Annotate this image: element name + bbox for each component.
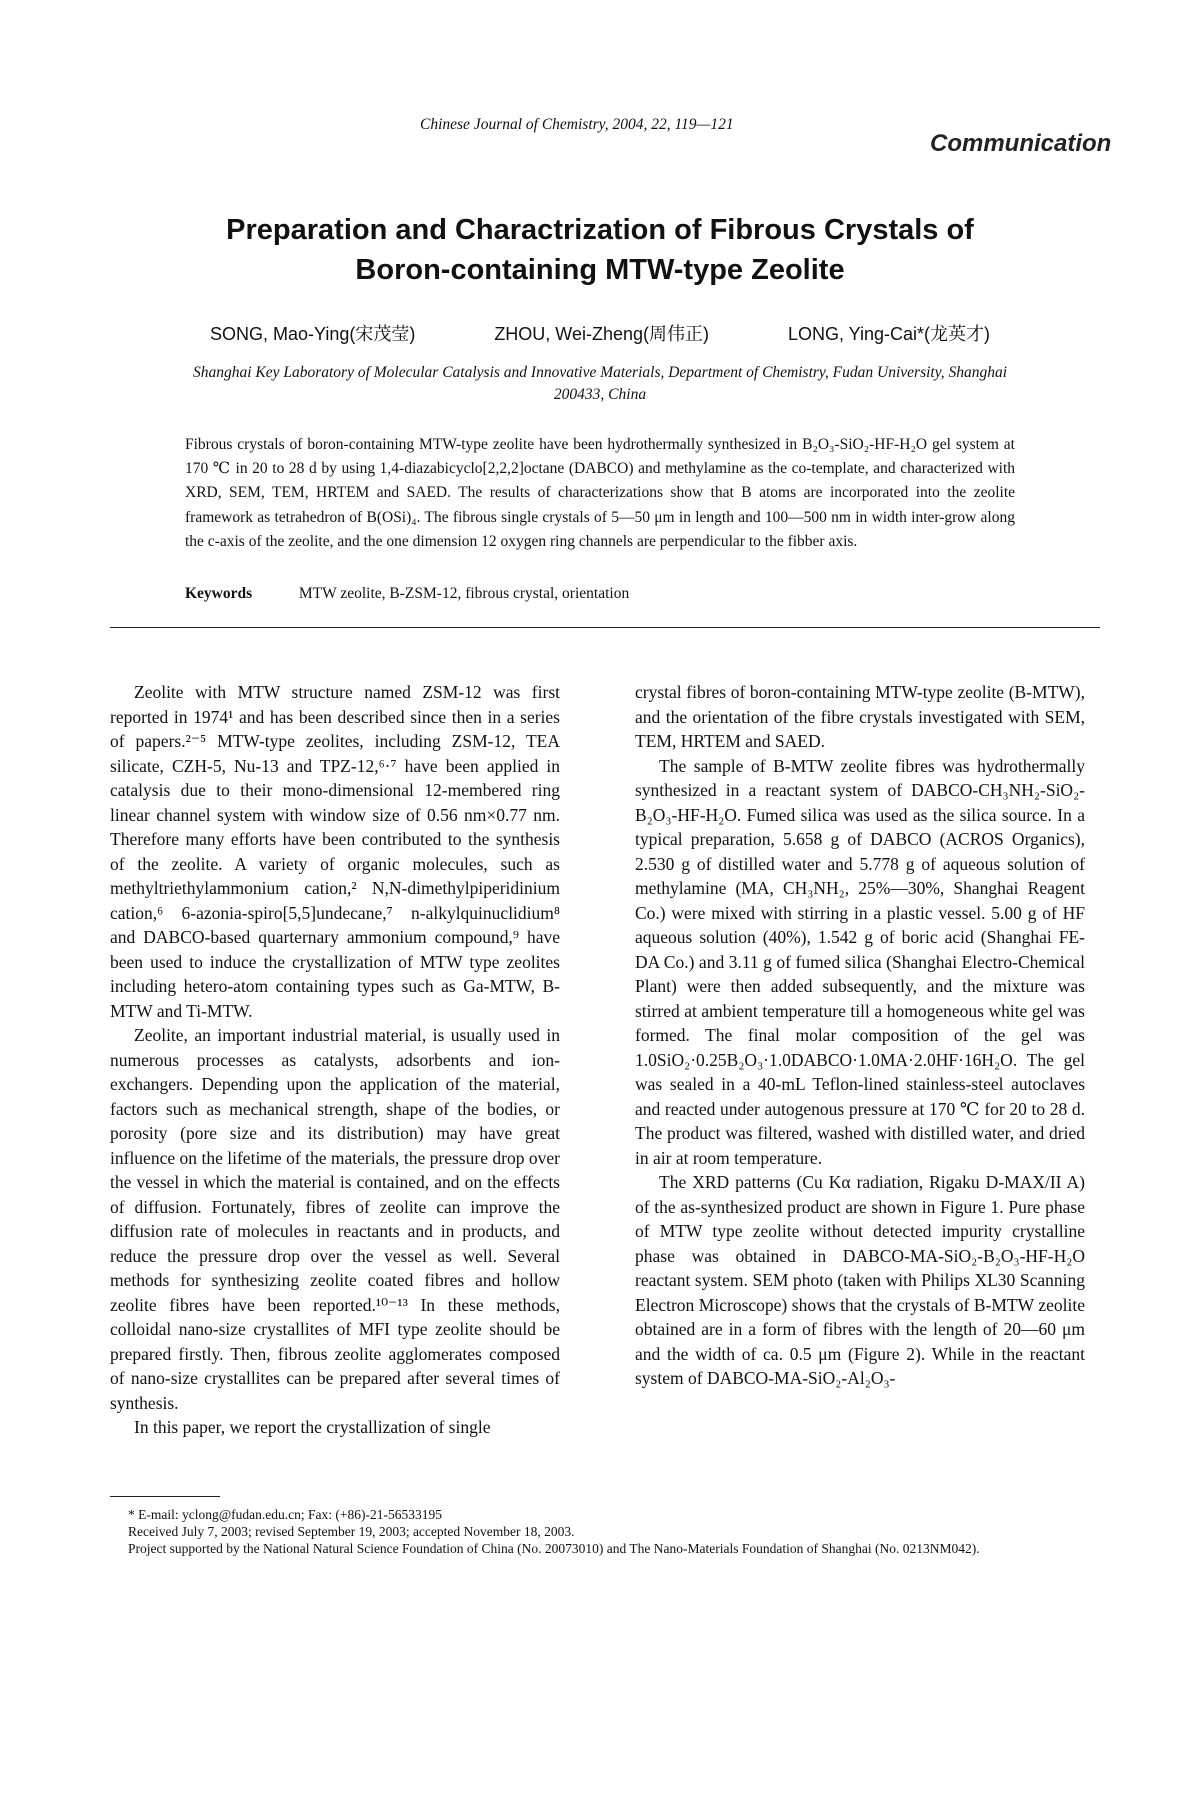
body-paragraph: The sample of B-MTW zeolite fibres was hydrothermally synthesized in a reactant system of DABCO-CH₃NH₂-SiO₂-B₂O₃-HF-H₂O. Fumed silica was used as the silica source. In a typical preparation, 5.658 g of DABCO (ACROS Organics), 2.530 g of distilled water and 5.778 g of aqueous solution of methylamine (MA, CH₃NH₂, 25%—30%, Shanghai Reagent Co.) were mixed with stirring in a plastic vessel. 5.00 g of HF aqueous solution (40%), 1.542 g of boric acid (Shanghai FE-DA Co.) and 3.11 g of fumed silica (Shanghai Electro-Chemical Plant) were then added subsequently, and the mixture was stirred at ambient temperature till a homogeneous white gel was formed. The final molar composition of the gel was 1.0SiO₂·0.25B₂O₃·1.0DABCO·1.0MA·2.0HF·16H₂O. The gel was sealed in a 40-mL Teflon-lined stainless-steel autoclaves and reacted under autogenous pressure at 170 ℃ for 20 to 28 d. The product was filtered, washed with distilled water, and dried in air at room temperature. — [635, 755, 1085, 1168]
author-list — [150, 320, 1050, 346]
keywords-text: MTW zeolite, B-ZSM-12, fibrous crystal, orientation — [298, 585, 630, 602]
footnotes — [128, 1506, 1088, 1557]
header-divider — [110, 627, 1100, 628]
footnote-divider — [110, 1496, 220, 1497]
keywords-line — [185, 585, 1015, 603]
title-line-2: Boron-containing MTW-type Zeolite — [355, 254, 845, 286]
body-paragraph: The XRD patterns (Cu Kα radiation, Rigaku D-MAX/II A) of the as-synthesized product are shown in Figure 1. Pure phase of MTW type zeolite without detected impurity crystalline phase was obtained in DABCO-MA-SiO₂-B₂O₃-HF-H₂O reactant system. SEM photo (taken with Philips XL30 Scanning Electron Microscope) shows that the crystals of B-MTW zeolite obtained are in a form of fibres with the length of 20—60 μm and the width of ca. 0.5 μm (Figure 2). While in the reactant system of DABCO-MA-SiO₂-Al₂O₃- — [635, 1172, 1085, 1388]
paper-title — [140, 210, 1060, 290]
body-paragraph: crystal fibres of boron-containing MTW-type zeolite (B-MTW), and the orientation of the fibre crystals investigated with SEM, TEM, HRTEM and SAED. — [635, 682, 1085, 751]
keywords-label: Keywords — [185, 585, 253, 602]
footnote-funding: Project supported by the National Natural Science Foundation of China (No. 20073010) and The Nano-Materials Foundation of Shanghai (No. 0213NM042). — [128, 1541, 980, 1556]
affiliation: Shanghai Key Laboratory of Molecular Catalysis and Innovative Materials, Department of Chemistry, Fudan University, Shanghai 200433, China — [192, 364, 1008, 403]
left-column — [110, 680, 560, 1440]
journal-citation: Chinese Journal of Chemistry, 2004, 22, 119—121 — [420, 116, 734, 133]
footnote-dates: Received July 7, 2003; revised September 19, 2003; accepted November 18, 2003. — [128, 1524, 575, 1539]
title-line-1: Preparation and Charactrization of Fibrous Crystals of — [226, 214, 974, 246]
right-column — [635, 680, 1085, 1391]
body-paragraph: In this paper, we report the crystallization of single — [134, 1417, 491, 1437]
body-paragraph: Zeolite, an important industrial material, is usually used in numerous processes as catalysts, adsorbents and ion-exchangers. Depending upon the application of the material, factors such as mechanical strength, shape of the bodies, or porosity (pore size and its distribution) may have great influence on the lifetime of the materials, the pressure drop over the vessel in which the material is contained, and on the effects of diffusion. Fortunately, fibres of zeolite can improve the diffusion rate of molecules in reactants and in products, and reduce the pressure drop over the vessel as well. Several methods for synthesizing zeolite coated fibres and hollow zeolite fibres have been reported.¹⁰⁻¹³ In these methods, colloidal nano-size crystallites of MFI type zeolite should be prepared firstly. Then, fibrous zeolite agglomerates composed of nano-size crystallites can be prepared after several times of synthesis. — [110, 1025, 560, 1413]
body-paragraph: Zeolite with MTW structure named ZSM-12 was first reported in 1974¹ and has been described since then in a series of papers.²⁻⁵ MTW-type zeolites, including ZSM-12, TEA silicate, CZH-5, Nu-13 and TPZ-12,⁶·⁷ have been applied in catalysis due to their mono-dimensional 12-membered ring linear channel system with window size of 0.56 nm×0.77 nm. Therefore many efforts have been contributed to the synthesis of the zeolite. A variety of organic molecules, such as methyltriethylammonium cation,² N,N-dimethylpiperidinium cation,⁶ 6-azonia-spiro[5,5]undecane,⁷ n-alkylquinuclidium⁸ and DABCO-based quarternary ammonium compound,⁹ have been used to induce the crystallization of MTW type zeolites including hetero-atom containing types such as Ga-MTW, B-MTW and Ti-MTW. — [110, 682, 560, 1021]
abstract: Fibrous crystals of boron-containing MTW-type zeolite have been hydrothermally synthesized in B₂O₃-SiO₂-HF-H₂O gel system at 170 ℃ in 20 to 28 d by using 1,4-diazabicyclo[2,2,2]octane (DABCO) and methylamine as the co-template, and characterized with XRD, SEM, TEM, HRTEM and SAED. The results of characterizations show that B atoms are incorporated into the zeolite framework as tetrahedron of B(OSi)₄. The fibrous single crystals of 5—50 μm in length and 100—500 nm in width inter-grow along the c-axis of the zeolite, and the one dimension 12 oxygen ring channels are perpendicular to the fibber axis. — [185, 436, 1015, 550]
author-2: ZHOU, Wei-Zheng(周伟正) — [494, 324, 710, 344]
section-label: Communication — [930, 130, 1112, 157]
footnote-contact: * E-mail: yclong@fudan.edu.cn; Fax: (+86)-21-56533195 — [128, 1507, 442, 1522]
author-1: SONG, Mao-Ying(宋茂莹) — [210, 324, 416, 344]
author-3: LONG, Ying-Cai*(龙英才) — [787, 324, 990, 344]
